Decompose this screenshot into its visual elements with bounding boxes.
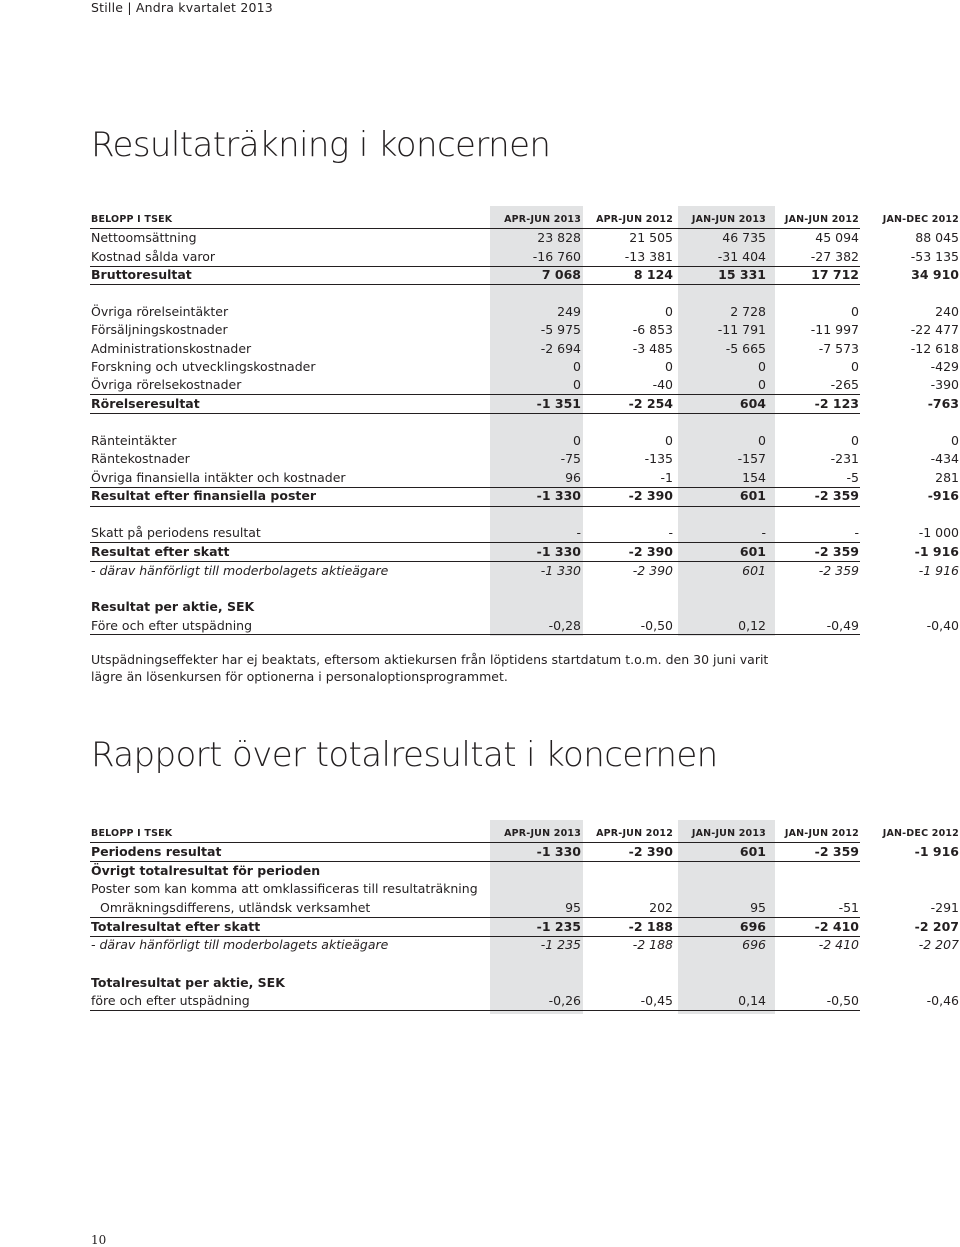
cell-value: -1 235 (540, 937, 581, 952)
cell-value: -2 359 (818, 563, 859, 578)
cell-value: -2 390 (632, 563, 673, 578)
table-row (90, 598, 860, 616)
row-label: Resultat per aktie, SEK (91, 599, 255, 614)
cell-value: 45 094 (815, 230, 859, 245)
comprehensive-income-title: Rapport över totalresultat i koncernen (91, 735, 718, 775)
table-row (90, 450, 959, 468)
table-row (90, 562, 959, 580)
rule-line (90, 936, 860, 937)
column-header-row (90, 211, 959, 229)
rule-line (90, 506, 860, 507)
page-number: 10 (91, 1233, 107, 1247)
column-header: JAN-JUN 2012 (784, 214, 859, 225)
note-line: Utspädningseffekter har ej beaktats, eftersom aktiekursen från löptidens startdatum t.o.m. den 30 juni varit (91, 652, 769, 667)
column-header: APR-JUN 2013 (504, 828, 581, 839)
table-row (90, 543, 959, 561)
cell-value: 601 (739, 844, 766, 859)
cell-value: -2 123 (814, 396, 859, 411)
cell-value: -2 410 (814, 919, 859, 934)
cell-value: -27 382 (810, 249, 859, 264)
cell-value: -75 (560, 451, 581, 466)
row-label: Omräkningsdifferens, utländsk verksamhet (100, 900, 371, 915)
cell-value: 0 (665, 359, 673, 374)
cell-value: -11 997 (810, 322, 859, 337)
cell-value: 0,12 (738, 618, 766, 633)
row-label: Administrationskostnader (91, 341, 252, 356)
cell-value: 15 331 (718, 267, 766, 282)
cell-value: 34 910 (911, 267, 959, 282)
rule-line (90, 266, 860, 267)
column-header-row (90, 825, 959, 843)
column-header: APR-JUN 2012 (596, 214, 673, 225)
cell-value: 202 (649, 900, 673, 915)
table-row (90, 229, 959, 247)
cell-value: 0 (851, 304, 859, 319)
cell-value: 696 (742, 937, 766, 952)
cell-value: -22 477 (910, 322, 959, 337)
cell-value: -2 359 (814, 844, 859, 859)
cell-value: 23 828 (537, 230, 581, 245)
table-row (90, 266, 959, 284)
column-header: JAN-DEC 2012 (882, 214, 959, 225)
cell-value: 0,14 (738, 993, 766, 1008)
row-label: Övriga rörelseintäkter (91, 304, 229, 319)
cell-value: 154 (742, 470, 766, 485)
cell-value: 2 728 (730, 304, 766, 319)
column-header: JAN-JUN 2013 (691, 828, 766, 839)
cell-value: 0 (851, 359, 859, 374)
table-row (90, 358, 959, 376)
cell-value: -291 (930, 900, 959, 915)
cell-value: 46 735 (722, 230, 766, 245)
cell-value: 0 (851, 433, 859, 448)
cell-value: -1 330 (536, 544, 581, 559)
cell-value: -1 330 (540, 563, 581, 578)
rule-line (90, 842, 860, 843)
cell-value: -31 404 (717, 249, 766, 264)
cell-value: 0 (573, 359, 581, 374)
cell-value: 0 (758, 433, 766, 448)
cell-value: 95 (750, 900, 766, 915)
cell-value: - (576, 525, 581, 540)
table-row (90, 487, 959, 505)
row-label: Totalresultat per aktie, SEK (91, 975, 285, 990)
row-label: Övrigt totalresultat för perioden (91, 863, 321, 878)
cell-value: 601 (739, 544, 766, 559)
rule-line (90, 394, 860, 395)
rule-line (90, 413, 860, 414)
row-label: före och efter utspädning (91, 993, 250, 1008)
rule-line (90, 284, 860, 285)
dilution-note (91, 651, 791, 685)
cell-value: -51 (838, 900, 859, 915)
cell-value: 281 (935, 470, 959, 485)
cell-value: -2 390 (628, 488, 673, 503)
cell-value: -2 359 (814, 488, 859, 503)
cell-value: -265 (830, 377, 859, 392)
rule-line (90, 861, 860, 862)
label-header: BELOPP I TSEK (91, 214, 173, 225)
cell-value: -5 665 (725, 341, 766, 356)
row-label: Övriga rörelsekostnader (91, 377, 242, 392)
cell-value: 249 (557, 304, 581, 319)
rule-line (90, 1010, 860, 1011)
cell-value: -0,49 (826, 618, 859, 633)
cell-value: -12 618 (910, 341, 959, 356)
row-label: Kostnad sålda varor (91, 249, 216, 264)
cell-value: -916 (927, 488, 959, 503)
cell-value: -763 (927, 396, 959, 411)
cell-value: -1 916 (918, 563, 959, 578)
income-statement-table (90, 206, 959, 636)
income-statement-title: Resultaträkning i koncernen (91, 125, 551, 165)
row-label: Räntekostnader (91, 451, 190, 466)
cell-value: 0 (758, 359, 766, 374)
cell-value: -1 916 (914, 844, 959, 859)
table-row (90, 321, 959, 339)
cell-value: 0 (951, 433, 959, 448)
cell-value: 88 045 (915, 230, 959, 245)
row-label: Poster som kan komma att omklassificeras till resultaträkning (91, 881, 478, 896)
cell-value: 7 068 (541, 267, 581, 282)
cell-value: -0,45 (640, 993, 673, 1008)
running-header: Stille | Andra kvartalet 2013 (91, 0, 273, 15)
cell-value: -40 (652, 377, 673, 392)
cell-value: - (854, 525, 859, 540)
table-row (90, 843, 959, 861)
row-label: Skatt på periodens resultat (91, 525, 261, 540)
cell-value: -3 485 (632, 341, 673, 356)
cell-value: 601 (739, 488, 766, 503)
cell-value: -53 135 (910, 249, 959, 264)
cell-value: 96 (565, 470, 581, 485)
table-row (90, 862, 860, 880)
cell-value: -1 351 (536, 396, 581, 411)
row-label: Forskning och utvecklingskostnader (91, 359, 316, 374)
row-label: Försäljningskostnader (91, 322, 228, 337)
row-label: Nettoomsättning (91, 230, 197, 245)
table-row (90, 395, 959, 413)
cell-value: -13 381 (624, 249, 673, 264)
row-label: Resultat efter finansiella poster (91, 488, 316, 503)
cell-value: -2 254 (628, 396, 673, 411)
cell-value: -1 000 (918, 525, 959, 540)
row-label: Rörelseresultat (91, 396, 200, 411)
cell-value: -5 (846, 470, 859, 485)
cell-value: -2 390 (628, 544, 673, 559)
rule-line (90, 542, 860, 543)
row-label: Resultat efter skatt (91, 544, 230, 559)
column-header: JAN-DEC 2012 (882, 828, 959, 839)
rule-line (90, 561, 860, 562)
row-label: Totalresultat efter skatt (91, 919, 261, 934)
cell-value: -157 (737, 451, 766, 466)
cell-value: 0 (573, 377, 581, 392)
cell-value: 0 (573, 433, 581, 448)
note-line: lägre än lösenkursen för optionerna i personaloptionsprogrammet. (91, 669, 508, 684)
table-row (90, 617, 959, 635)
cell-value: -231 (830, 451, 859, 466)
cell-value: -2 410 (818, 937, 859, 952)
cell-value: 95 (565, 900, 581, 915)
column-header: APR-JUN 2012 (596, 828, 673, 839)
cell-value: 0 (665, 433, 673, 448)
row-label: - därav hänförligt till moderbolagets aktieägare (91, 563, 389, 578)
row-label: Bruttoresultat (91, 267, 192, 282)
cell-value: 17 712 (811, 267, 859, 282)
table-row (90, 974, 860, 992)
cell-value: -0,26 (548, 993, 581, 1008)
cell-value: -1 330 (536, 488, 581, 503)
rule-line (90, 487, 860, 488)
cell-value: - (668, 525, 673, 540)
row-label: Periodens resultat (91, 844, 222, 859)
cell-value: -2 694 (540, 341, 581, 356)
table-row (90, 936, 959, 954)
table-row (90, 524, 959, 542)
cell-value: -2 188 (632, 937, 673, 952)
cell-value: -2 390 (628, 844, 673, 859)
cell-value: -11 791 (717, 322, 766, 337)
cell-value: -0,50 (640, 618, 673, 633)
cell-value: -2 207 (918, 937, 959, 952)
row-label: Före och efter utspädning (91, 618, 253, 633)
cell-value: -1 235 (536, 919, 581, 934)
cell-value: 21 505 (629, 230, 673, 245)
cell-value: -429 (930, 359, 959, 374)
cell-value: -5 975 (540, 322, 581, 337)
rule-line (90, 228, 860, 229)
rule-line (90, 917, 860, 918)
cell-value: -2 188 (628, 919, 673, 934)
row-label: - därav hänförligt till moderbolagets aktieägare (91, 937, 389, 952)
cell-value: 604 (739, 396, 766, 411)
table-row (90, 303, 959, 321)
table-row (90, 248, 959, 266)
cell-value: -6 853 (632, 322, 673, 337)
cell-value: -0,40 (926, 618, 959, 633)
cell-value: -0,46 (926, 993, 959, 1008)
table-row (90, 469, 959, 487)
row-label: Ränteintäkter (91, 433, 177, 448)
cell-value: -2 207 (914, 919, 959, 934)
column-header: JAN-JUN 2012 (784, 828, 859, 839)
cell-value: -135 (644, 451, 673, 466)
table-row (90, 376, 959, 394)
table-row (90, 899, 959, 917)
table-row (90, 992, 959, 1010)
cell-value: -1 916 (914, 544, 959, 559)
cell-value: -1 330 (536, 844, 581, 859)
cell-value: -0,50 (826, 993, 859, 1008)
column-header: JAN-JUN 2013 (691, 214, 766, 225)
table-row (90, 880, 860, 898)
table-row (90, 432, 959, 450)
cell-value: -0,28 (548, 618, 581, 633)
row-label: Övriga finansiella intäkter och kostnader (91, 470, 346, 485)
cell-value: 696 (739, 919, 766, 934)
column-header: APR-JUN 2013 (504, 214, 581, 225)
cell-value: -434 (930, 451, 959, 466)
cell-value: 8 124 (633, 267, 673, 282)
label-header: BELOPP I TSEK (91, 828, 173, 839)
comprehensive-income-table (90, 820, 959, 1014)
cell-value: 601 (742, 563, 766, 578)
cell-value: 0 (665, 304, 673, 319)
rule-line (90, 634, 860, 635)
table-row (90, 340, 959, 358)
cell-value: -1 (660, 470, 673, 485)
cell-value: - (761, 525, 766, 540)
cell-value: 0 (758, 377, 766, 392)
cell-value: -390 (930, 377, 959, 392)
cell-value: -16 760 (532, 249, 581, 264)
cell-value: -2 359 (814, 544, 859, 559)
table-row (90, 918, 959, 936)
cell-value: -7 573 (818, 341, 859, 356)
cell-value: 240 (935, 304, 959, 319)
